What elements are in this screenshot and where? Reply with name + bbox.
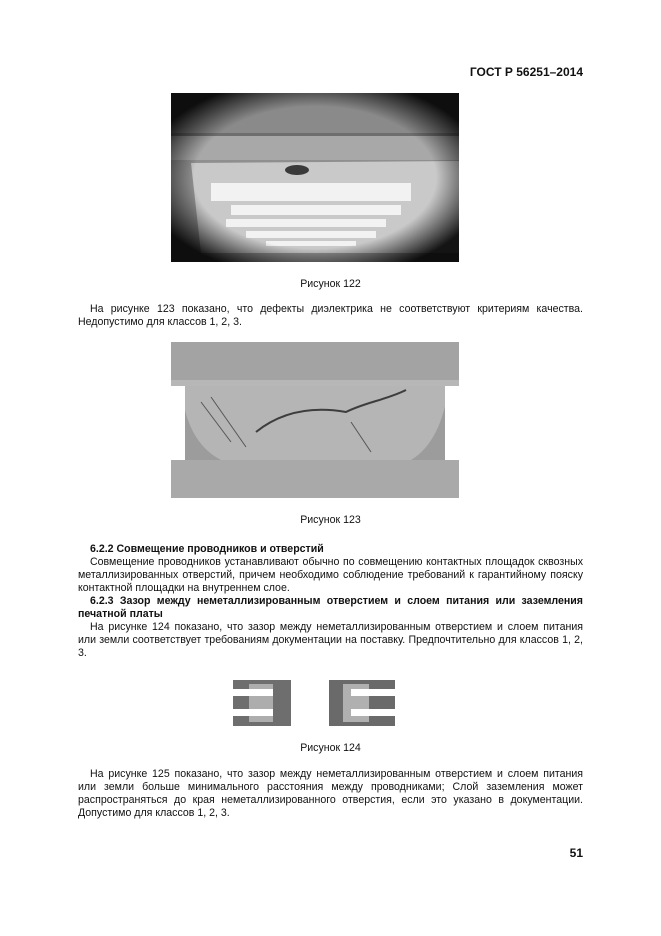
figure-124-caption: Рисунок 124 — [300, 742, 361, 754]
micrograph-122 — [171, 93, 459, 262]
paragraph-6-2-2: Совмещение проводников устанавливают обычно по совмещению контактных площадок сквозных металлизированных отверстий, причем необходимо соблюдение требований к гарантийному пояску контактной площадки на внутреннем слое. — [78, 556, 583, 594]
figure-123-caption: Рисунок 123 — [300, 514, 361, 526]
paragraph-6-2-3: На рисунке 124 показано, что зазор между неметаллизированным отверстием и слоем питания или земли соответствует требованиям документации на поставку. Предпочтительно для классов 1, 2, 3. — [78, 621, 583, 659]
clearance-sample-left — [233, 680, 291, 726]
document-code: ГОСТ Р 56251–2014 — [469, 65, 583, 79]
figure-123-image — [171, 342, 459, 498]
figure-122-caption: Рисунок 122 — [300, 278, 361, 290]
section-heading-6-2-2: 6.2.2 Совмещение проводников и отверстий — [90, 543, 324, 555]
figure-124-image — [231, 678, 397, 728]
paragraph-fig123-description: На рисунке 123 показано, что дефекты диэлектрика не соответствуют критериям качества. Недопустимо для классов 1, 2, 3. — [78, 303, 583, 328]
paragraph-fig125-description: На рисунке 125 показано, что зазор между неметаллизированным отверстием и слоем питания или земли больше минимального расстояния между проводниками; Слой заземления может распространяться до края неметаллизированного отверстия, если это указано в документации. Допустимо для классов 1, 2, 3. — [78, 768, 583, 819]
clearance-sample-right — [329, 680, 395, 726]
clearance-illustration-124 — [231, 678, 397, 728]
micrograph-123 — [171, 342, 459, 498]
section-heading-6-2-3: 6.2.3 Зазор между неметаллизированным отверстием и слоем питания или заземления печатной платы — [78, 595, 583, 620]
page-number: 51 — [569, 846, 583, 860]
figure-122-image — [171, 93, 459, 262]
